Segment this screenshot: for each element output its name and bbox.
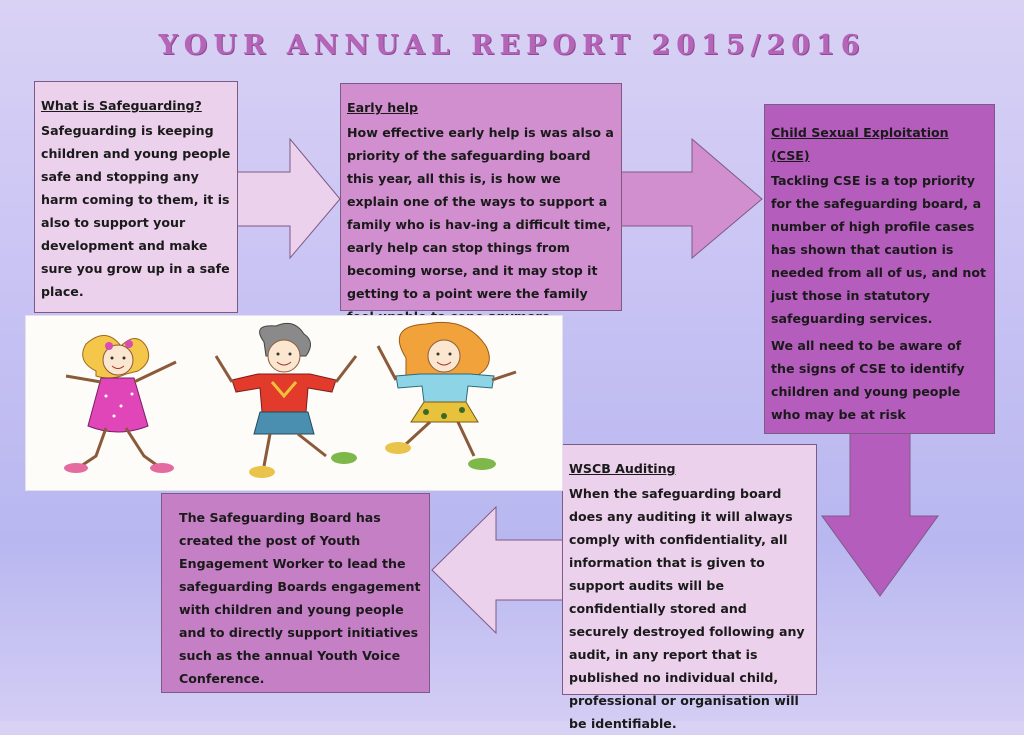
wscb-auditing-box: [562, 444, 817, 731]
what-is-safeguarding-box: [34, 81, 238, 313]
arrow-left: [430, 506, 564, 634]
early-help-heading: Early help: [347, 100, 419, 115]
arrow-down: [820, 432, 940, 598]
what-is-safeguarding-text: Safeguarding is keeping children and young people safe and stopping any harm coming to them, it is also to support your development and make sure you grow up in a safe place.: [41, 123, 231, 299]
arrow-right-1: [236, 138, 342, 260]
arrow-right-2: [620, 138, 764, 260]
wscb-auditing-text: When the safeguarding board does any auditing it will always comply with confidentiality, all information that is given to support audits will be confidentially stored and securely destroyed following any audit, in any report that is published no individual child, professional or organisation will be identifiable.: [569, 486, 805, 731]
youth-engagement-text: The Safeguarding Board has created the post of Youth Engagement Worker to lead the safeguarding Boards engagement with children and young people and to directly support initiatives such as the annual Youth Voice Conference.: [179, 510, 421, 686]
cse-box: [764, 104, 995, 434]
early-help-text: How effective early help is was also a priority of the safeguarding board this year, all this is, is how we explain one of the ways to support a family who is hav-ing a difficult time, early help can stop things from becoming worse, and it may stop it getting to a point were the family: [347, 125, 614, 301]
children-illustration: [25, 315, 563, 491]
wscb-auditing-heading: WSCB Auditing: [569, 461, 676, 476]
cse-text-1: Tackling CSE is a top priority for the safeguarding board, a number of high profile cases has shown that caution is needed from all of us, and not just those in statutory safeguarding services.: [771, 173, 987, 326]
early-help-box: [340, 83, 622, 311]
cse-heading: Child Sexual Exploitation (CSE): [771, 125, 949, 163]
youth-engagement-box: [161, 493, 430, 693]
cse-text-2: We all need to be aware of the signs of CSE to identify children and young people who may be at risk: [771, 338, 965, 422]
children-drawing-icon: [26, 316, 562, 490]
page-title: YOUR ANNUAL REPORT 2015/2016: [158, 30, 866, 61]
what-is-safeguarding-heading: What is Safeguarding?: [41, 98, 202, 113]
